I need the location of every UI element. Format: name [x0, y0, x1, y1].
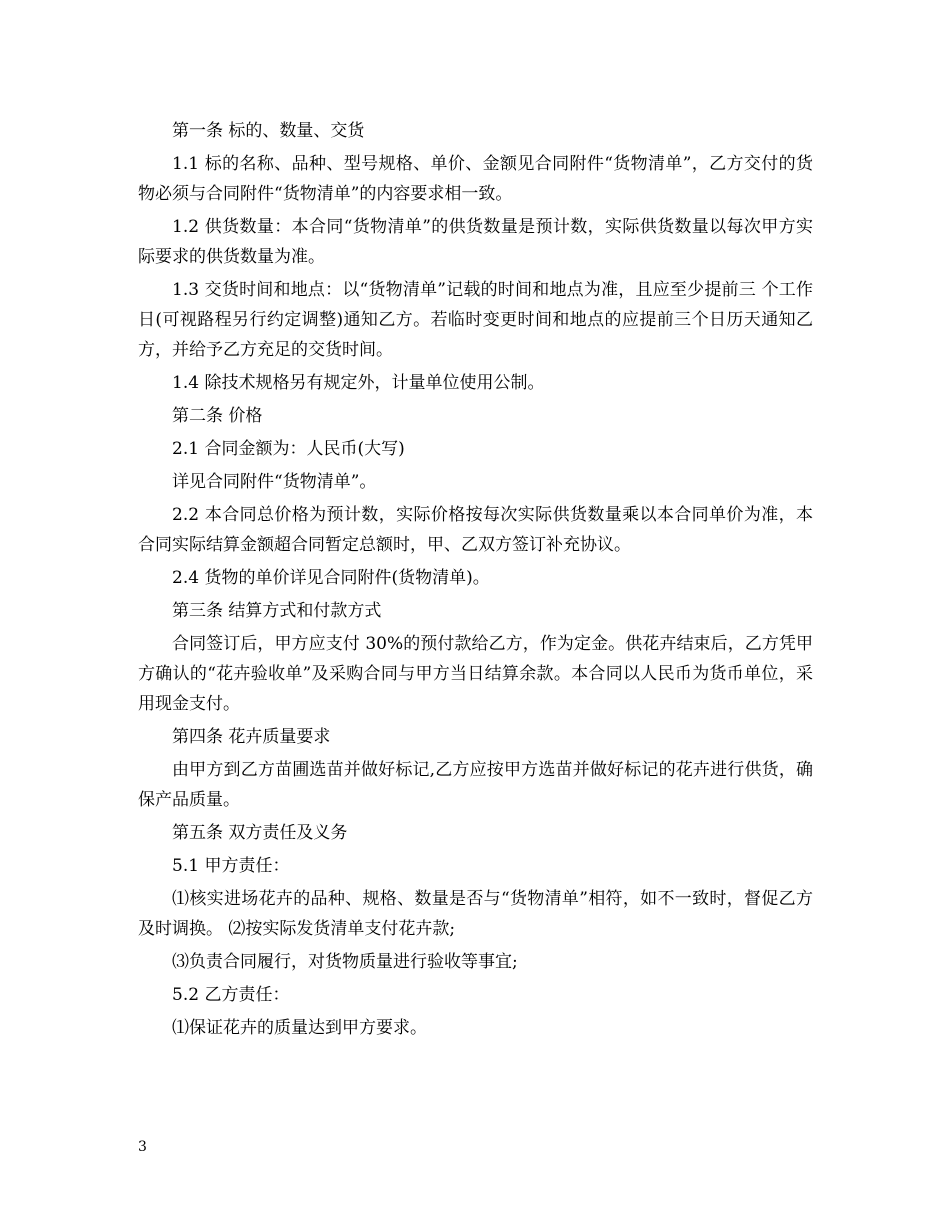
clause-2-2: 2.2 本合同总价格为预计数，实际价格按每次实际供货数量乘以本合同单价为准，本合同实际结算金额超合同暂定总额时，甲、乙双方签订补充协议。 [138, 505, 813, 555]
article-5-heading: 第五条 双方责任及义务 [172, 823, 348, 843]
clause-1-2: 1.2 供货数量：本合同“货物清单”的供货数量是预计数，实际供货数量以每次甲方实际要求的供货数量为准。 [138, 217, 813, 267]
article-3-body: 合同签订后，甲方应支付 30%的预付款给乙方，作为定金。供花卉结束后，乙方凭甲方确认的“花卉验收单”及采购合同与甲方当日结算余款。本合同以人民币为货币单位，采用现金支付。 [138, 634, 813, 714]
clause-5-1: 5.1 甲方责任： [172, 856, 290, 876]
clause-2-1-detail: 详见合同附件“货物清单”。 [172, 472, 377, 492]
clause-2-1: 2.1 合同金额为：人民币(大写) [172, 439, 405, 459]
article-4-heading: 第四条 花卉质量要求 [172, 727, 331, 747]
clause-1-1: 1.1 标的名称、品种、型号规格、单价、金额见合同附件“货物清单”，乙方交付的货物必须与合同附件“货物清单”的内容要求相一致。 [138, 154, 813, 204]
clause-5-2: 5.2 乙方责任： [172, 985, 290, 1005]
article-3-heading: 第三条 结算方式和付款方式 [172, 601, 382, 621]
article-1-heading: 第一条 标的、数量、交货 [172, 121, 365, 141]
clause-5-2-item-1: ⑴保证花卉的质量达到甲方要求。 [172, 1018, 427, 1038]
clause-5-1-item-3: ⑶负责合同履行，对货物质量进行验收等事宜; [172, 952, 518, 972]
article-2-heading: 第二条 价格 [172, 406, 263, 426]
clause-1-4: 1.4 除技术规格另有规定外，计量单位使用公制。 [172, 373, 545, 393]
clause-2-4: 2.4 货物的单价详见合同附件(货物清单)。 [172, 568, 490, 588]
clause-1-3: 1.3 交货时间和地点：以“货物清单”记载的时间和地点为准，且应至少提前三 个工作日(可视路程另行约定调整)通知乙方。若临时变更时间和地点的应提前三个日历天通知乙方，并给予乙方充足的交货时间。 [138, 280, 813, 360]
page-number: 3 [138, 1139, 147, 1155]
document-body [138, 116, 813, 1046]
article-4-body: 由甲方到乙方苗圃选苗并做好标记,乙方应按甲方选苗并做好标记的花卉进行供货，确保产品质量。 [138, 760, 813, 810]
clause-5-1-item-1-2: ⑴核实进场花卉的品种、规格、数量是否与“货物清单”相符，如不一致时，督促乙方及时调换。 ⑵按实际发货清单支付花卉款; [138, 889, 813, 939]
